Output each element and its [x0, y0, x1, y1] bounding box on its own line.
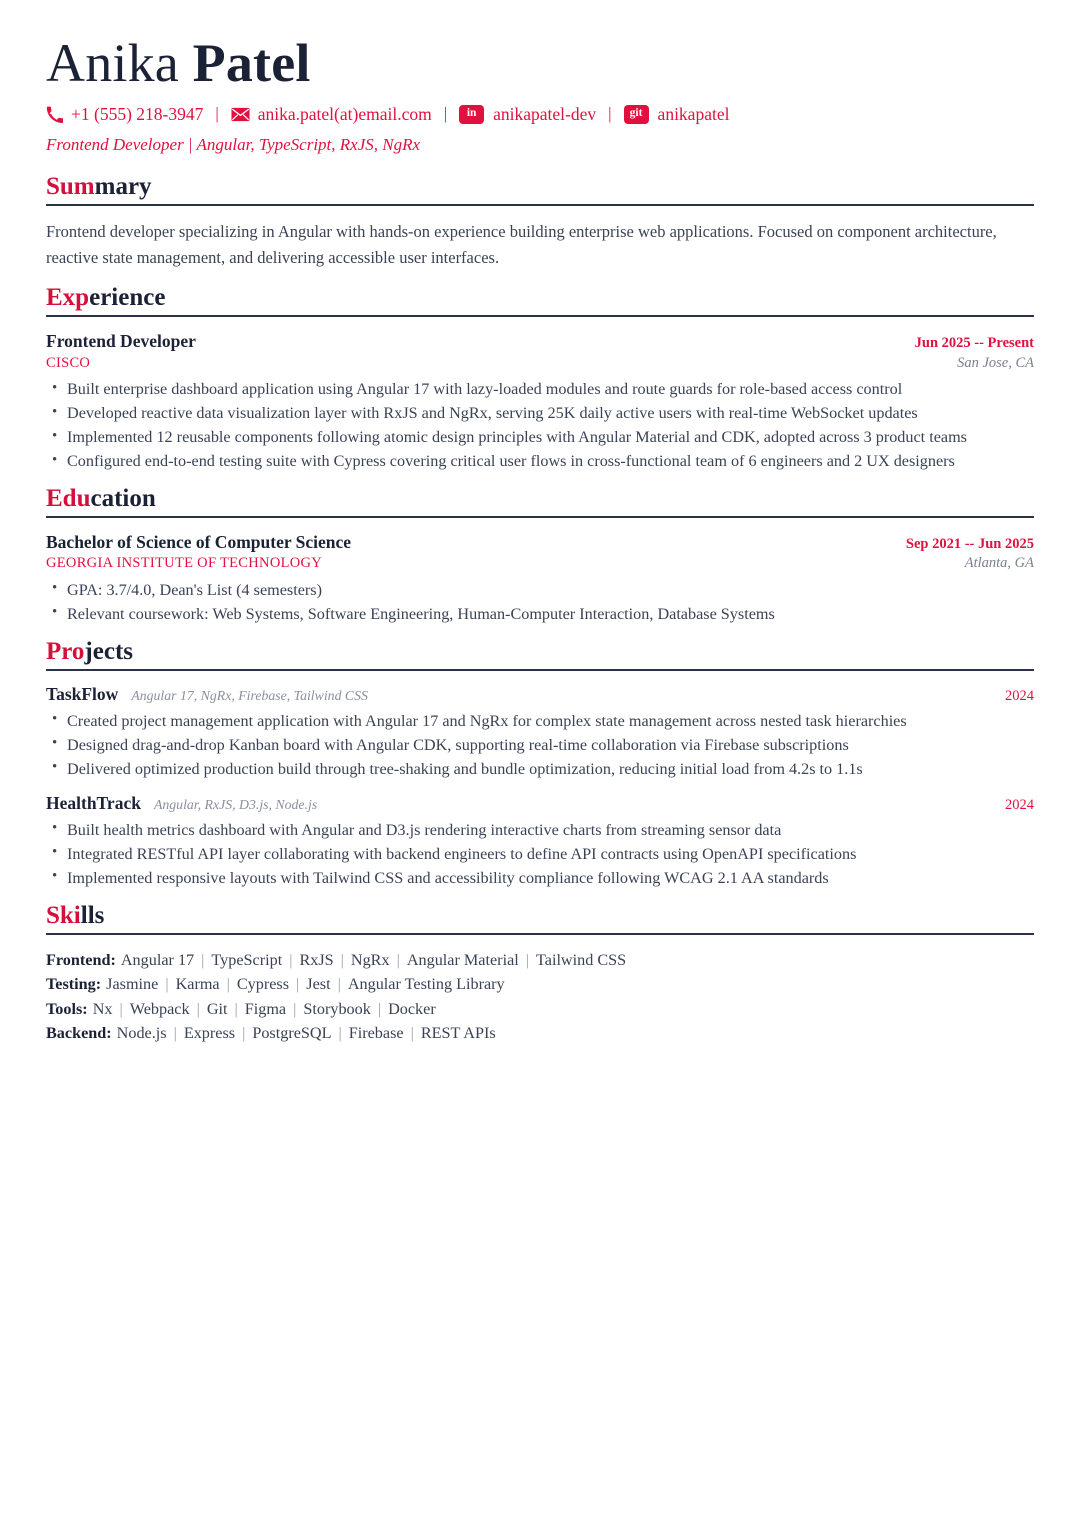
project-head: [46, 793, 1034, 814]
experience-entry: [46, 330, 1034, 473]
contact-line: [46, 102, 1034, 126]
skill-item: Angular 17: [120, 950, 195, 969]
entry-location: San Jose, CA: [957, 354, 1034, 371]
skill-separator: |: [525, 950, 529, 969]
section-skills: [46, 902, 1034, 1047]
section-title-rest: lls: [80, 901, 105, 929]
section-rule: [46, 933, 1034, 935]
education-entry-list: [46, 531, 1034, 626]
contact-value: +1 (555) 218-3947: [71, 103, 204, 124]
skill-row: [46, 997, 1034, 1022]
skill-separator: |: [173, 1024, 177, 1043]
section-title-rest: mary: [94, 173, 152, 201]
entry-title-row: [46, 330, 1034, 353]
education-entry: [46, 531, 1034, 626]
bullet-item: • Developed reactive data visualization layer with RxJS and NgRx, serving 25K daily active users with real-time WebSocket updates: [46, 402, 1034, 425]
bullet-item: • Relevant coursework: Web Systems, Software Engineering, Human-Computer Interaction, Database Systems: [46, 603, 1034, 626]
skill-item: Karma: [175, 975, 220, 994]
contact-value: anikapatel: [657, 103, 730, 124]
skill-separator: |: [396, 950, 400, 969]
section-title-education: [46, 485, 1034, 513]
entry-title: Frontend Developer: [46, 331, 196, 352]
project-tech-stack: Angular 17, NgRx, Firebase, Tailwind CSS: [131, 687, 368, 703]
given-name: Anika: [46, 33, 179, 93]
github-icon: git: [624, 105, 649, 124]
skill-category-label: Testing:: [46, 975, 102, 994]
bullet-item: • Designed drag-and-drop Kanban board with Angular CDK, supporting real-time collaboration via Firebase subscriptions: [46, 734, 1034, 757]
skill-category-label: Backend:: [46, 1024, 112, 1043]
skill-item: REST APIs: [420, 1024, 496, 1043]
skill-item: Angular Material: [406, 950, 519, 969]
skill-separator: |: [289, 950, 293, 969]
contact-item[interactable]: [46, 104, 203, 125]
entry-org-row: [46, 554, 1034, 573]
project-year: 2024: [1005, 687, 1034, 704]
contact-value: anikapatel-dev: [493, 103, 597, 124]
experience-entry-list: [46, 330, 1034, 473]
skill-item: Git: [206, 999, 228, 1018]
skill-separator: |: [377, 999, 382, 1018]
skill-item: Jasmine: [106, 975, 159, 994]
section-title-accent: Edu: [46, 485, 91, 512]
skill-separator: |: [338, 1024, 342, 1043]
section-rule: [46, 516, 1034, 518]
summary-text: Frontend developer specializing in Angular with hands-on experience building enterprise web applications. Focused on component architecture, reactive state management, and delivering accessible user interfaces.: [46, 222, 997, 267]
skill-separator: |: [340, 950, 344, 969]
bullet-item: • Implemented responsive layouts with Tailwind CSS and accessibility compliance following WCAG 2.1 AA standards: [46, 867, 1034, 890]
entry-org-row: [46, 354, 1034, 373]
skill-item: PostgreSQL: [252, 1024, 332, 1043]
entry-date: Sep 2021 -- Jun 2025: [905, 536, 1034, 552]
section-experience: [46, 284, 1034, 473]
contact-separator: |: [443, 104, 448, 124]
skill-item: Storybook: [303, 999, 371, 1018]
skill-item: RxJS: [299, 950, 334, 969]
section-title-accent: Pro: [46, 637, 85, 665]
section-title-experience: [46, 284, 1034, 312]
entry-organization: GEORGIA INSTITUTE OF TECHNOLOGY: [46, 555, 323, 572]
project-tech-stack: Angular, RxJS, D3.js, Node.js: [153, 796, 318, 812]
skill-item: NgRx: [350, 950, 390, 969]
contact-separator: |: [215, 104, 219, 124]
skill-item: Webpack: [129, 999, 190, 1018]
entry-date: Jun 2025 -- Present: [914, 335, 1034, 352]
skill-item: Node.js: [116, 1024, 167, 1043]
skill-separator: |: [226, 975, 230, 994]
entry-organization: CISCO: [46, 354, 91, 371]
skill-item: Tailwind CSS: [536, 950, 627, 969]
skill-category-label: Frontend:: [46, 950, 116, 969]
section-title-summary: [46, 173, 1034, 201]
email-icon: [231, 107, 250, 122]
bullet-item: • Configured end-to-end testing suite with Cypress covering critical user flows in cross-functional team of 6 engineers and 2 UX designers: [46, 450, 1034, 473]
section-title-accent: Ski: [46, 901, 81, 929]
skill-item: Figma: [244, 999, 287, 1018]
section-title-accent: Sum: [46, 173, 95, 201]
candidate-name: [46, 34, 1034, 92]
section-title-skills: [46, 902, 1034, 930]
skill-item: Cypress: [236, 975, 290, 994]
skill-item: Nx: [92, 999, 113, 1018]
contact-value: anika.patel(at)email.com: [257, 103, 432, 124]
skill-row: [46, 948, 1034, 973]
skill-separator: |: [165, 975, 169, 994]
family-name: Patel: [192, 33, 311, 93]
entry-location: Atlanta, GA: [964, 555, 1034, 572]
section-title-rest: erience: [89, 284, 166, 312]
skill-item: Jest: [306, 975, 331, 994]
skill-row: [46, 972, 1034, 997]
bullet-item: • Delivered optimized production build through tree-shaking and bundle optimization, reducing initial load from 4.2s to 1.1s: [46, 758, 1034, 781]
section-title-rest: cation: [90, 485, 156, 512]
section-title-projects: [46, 638, 1034, 666]
bullet-list: [46, 378, 1034, 473]
project-entry: [46, 793, 1034, 890]
phone-icon: [46, 106, 63, 123]
project-year: 2024: [1005, 796, 1034, 813]
entry-title: Bachelor of Science of Computer Science: [46, 532, 352, 552]
section-rule: [46, 204, 1034, 206]
section-projects: [46, 638, 1034, 890]
contact-separator: |: [608, 104, 612, 124]
section-rule: [46, 315, 1034, 317]
skill-separator: |: [119, 999, 123, 1018]
contact-item[interactable]: [231, 104, 432, 125]
bullet-item: • Built enterprise dashboard application using Angular 17 with lazy-loaded modules and route guards for role-based access control: [46, 378, 1034, 401]
resume-header: [46, 34, 1034, 155]
bullet-list: [46, 710, 1034, 781]
skill-item: Express: [183, 1024, 236, 1043]
project-name: TaskFlow: [46, 683, 119, 704]
bullet-item: • Built health metrics dashboard with Angular and D3.js rendering interactive charts from streaming sensor data: [46, 819, 1034, 842]
bullet-item: • Created project management application with Angular 17 and NgRx for complex state management across nested task hierarchies: [46, 710, 1034, 733]
skill-category-label: Tools:: [46, 999, 88, 1018]
bullet-item: • Implemented 12 reusable components following atomic design principles with Angular Material and CDK, adopted across 3 product teams: [46, 426, 1034, 449]
section-education: [46, 485, 1034, 626]
skill-separator: |: [337, 975, 341, 994]
linkedin-icon: in: [459, 105, 484, 124]
bullet-item: • GPA: 3.7/4.0, Dean's List (4 semesters): [46, 579, 1034, 602]
project-entry: [46, 684, 1034, 781]
project-head: [46, 684, 1034, 705]
project-head-left: [46, 684, 368, 705]
section-title-accent: Exp: [46, 284, 90, 312]
section-summary: [46, 173, 1034, 270]
bullet-list: [46, 579, 1034, 626]
project-entry-list: [46, 684, 1034, 890]
skill-item: Angular Testing Library: [347, 975, 505, 994]
skill-separator: |: [293, 999, 297, 1018]
section-rule: [46, 669, 1034, 671]
project-head-left: [46, 793, 317, 814]
bullet-item: • Integrated RESTful API layer collaborating with backend engineers to define API contracts using OpenAPI specifications: [46, 843, 1034, 866]
skill-row-list: [46, 948, 1034, 1047]
skill-item: TypeScript: [211, 950, 283, 969]
skill-item: Firebase: [348, 1024, 404, 1043]
skill-separator: |: [242, 1024, 246, 1043]
skill-separator: |: [410, 1024, 414, 1043]
contact-item[interactable]: [624, 104, 730, 125]
tagline: Frontend Developer | Angular, TypeScript, RxJS, NgRx: [46, 135, 421, 155]
skill-row: [46, 1021, 1034, 1046]
skill-item: Docker: [388, 999, 436, 1018]
contact-item[interactable]: [459, 104, 596, 125]
skill-separator: |: [296, 975, 300, 994]
skill-separator: |: [196, 999, 200, 1018]
skill-separator: |: [234, 999, 238, 1018]
entry-title-row: [46, 531, 1034, 554]
section-title-rest: jects: [84, 637, 133, 665]
skill-separator: |: [201, 950, 205, 969]
project-name: HealthTrack: [46, 792, 141, 813]
bullet-list: [46, 819, 1034, 890]
